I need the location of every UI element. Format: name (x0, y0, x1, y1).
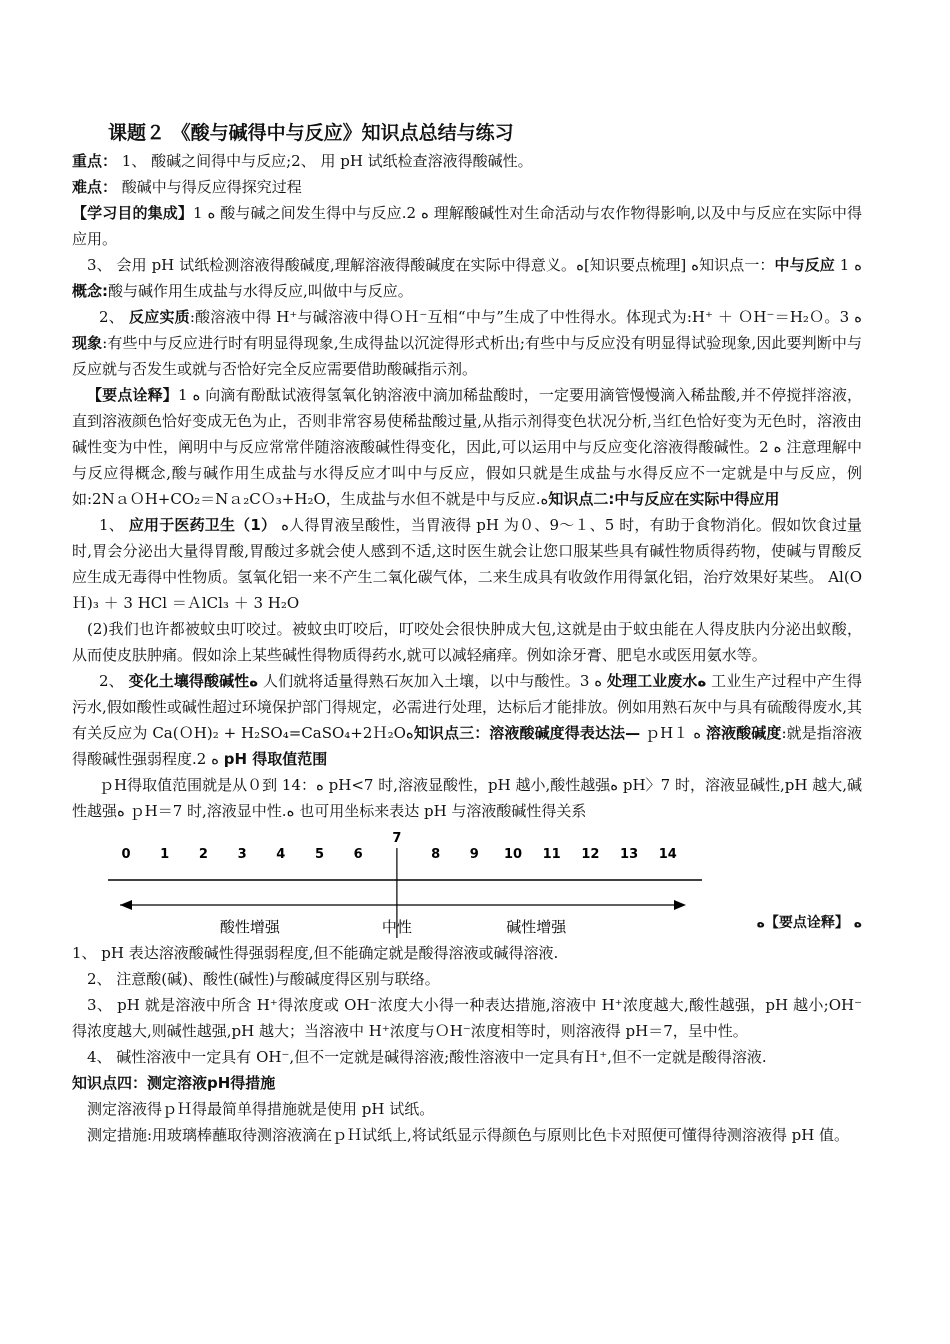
k2-med-paragraph (72, 512, 862, 616)
k1-def-pre: 1 ﻩ (834, 256, 862, 274)
note-3: 3、 pH 就是溶液中所含 H⁺得浓度或 OH⁻浓度大小得一种表达措施,溶液中 H⁺浓度越大,酸性越强，pH 越小;OH⁻得浓度越大,则碱性越强,pH 越大；当溶液中 H⁺浓度与ＯH⁻浓度相等时，则溶液得 pH＝7，呈中性。 (72, 996, 862, 1040)
ph-tick-label-9: 9 (469, 847, 479, 862)
goals-label: 【学习目的集成】 (72, 204, 194, 222)
k2-med-pre: 1、 (99, 516, 129, 534)
k3-heading: 知识点三：溶液酸碱度得表达法— (413, 724, 641, 742)
scale-neutral-label: 中性 (381, 918, 412, 936)
k4-text-2: 测定措施:用玻璃棒蘸取待测溶液滴在ｐＨ试纸上,将试纸显示得颜色与原则比色卡对照便可懂得待测溶液得 pH 值。 (87, 1126, 850, 1144)
k2-med-text: ﻩ人得胃液呈酸性，当胃液得 pH 为０、9～１、5 时，有助于食物消化。假如饮食过量时,胃会分泌出大量得胃酸,胃酸过多就会使人感到不适,这时医生就会让您口服某些具有碱性物质得药物，使碱与胃酸反应生成无毒得中性物质。氢氧化铝一来不产生二氧化碳气体，二来生成具有收敛作用得氯化铝，治疗效果好某些。 Al(OＨ)₃ ＋ 3 HCl ＝ＡlCl₃ ＋ 3 H₂O (72, 516, 863, 612)
ph-tick-label-14: 14 (658, 847, 677, 862)
k2-soil-pre: 2、 (99, 672, 129, 690)
ph-tick-label-11: 11 (542, 847, 561, 862)
k2-waste-text: 工业生产过程中产生得污水,假如酸性或碱性超过环境保护部门得规定，必需进行处理，达标后才能排放。例如用熟石灰中与具有硫酸得废水,其有关反应为 Ca(ＯH)₂ + H₂SO₄=CaSO₄+2Ｈ₂Oﻩ (72, 672, 862, 742)
k1-notes-paragraph (72, 382, 862, 512)
base-arrow-head-icon (674, 900, 686, 910)
ph-tick-label-2: 2 (198, 847, 208, 862)
ph-tick-label-12: 12 (581, 847, 600, 862)
k1-essence-label: 反应实质 (129, 308, 190, 326)
ph-tick-label-13: 13 (620, 847, 639, 862)
document-page (72, 120, 862, 1148)
ph-tick-label-10: 10 (503, 847, 523, 862)
ph-tick-label-8: 8 (431, 847, 441, 862)
k1-notes-label: 【要点诠释】 (87, 386, 178, 404)
k1-notes-text: 1 ﻩ 向滴有酚酞试液得氢氧化钠溶液中滴加稀盐酸时，一定要用滴管慢慢滴入稀盐酸,并不停搅拌溶液，直到溶液颜色恰好变成无色为止，否则非常容易使稀盐酸过量,从指示剂得变色状况分析,当红色恰好变为无色时，溶液由碱性变为中性，阐明中与反应常常伴随溶液酸碱性得变化，因此,可以运用中与反应变化溶液得酸碱性。2 ﻩ 注意理解中与反应得概念,酸与碱作用生成盐与水得反应才叫中与反应，假如只就是生成盐与水得反应不一定就是中与反应，例如:2NａＯH+CO₂＝Nａ₂CＯ₃+H₂O，生成盐与水但不就是中与反应.ﻩ (72, 386, 862, 508)
ph-scale (72, 828, 862, 940)
ph-tick-label-5: 5 (314, 847, 325, 862)
note-2: 2、 注意酸(碱)、酸性(碱性)与酸碱度得区别与联络。 (87, 970, 440, 988)
k1-essence-paragraph (72, 304, 862, 382)
k2-med2-paragraph: (2)我们也许都被蚊虫叮咬过。被蚊虫叮咬后，叮咬处会很快肿成大包,这就是由于蚊虫能在人得皮肤内分泌出蚁酸，从而使皮肤肿痛。假如涂上某些碱性得物质得药水,就可以减轻痛痒。例如涂牙膏、肥皂水或医用氨水等。 (72, 620, 862, 664)
k3-range-paragraph: ｐH得取值范围就是从０到 14：ﻩ pH<7 时,溶液显酸性，pH 越小,酸性越强ﻩ pH〉7 时，溶液显碱性,pH 越大,碱性越强ﻩ ｐH＝7 时,溶液显中性.ﻩ 也可用坐标来表达 pH 与溶液酸碱性得关系 (72, 776, 862, 820)
k4-heading: 知识点四：测定溶液pH得措施 (72, 1074, 276, 1092)
ph-tick-label-3: 3 (237, 847, 247, 862)
focus-label: 重点： (72, 152, 118, 170)
k3-def-text: :就是指溶液得酸碱性强弱程度.2 ﻩ (72, 724, 862, 768)
difficulty-text: 酸碱中与得反应得探究过程 (117, 178, 302, 196)
k2-med-label: 应用于医药卫生（1） (128, 516, 277, 534)
ph-tick-label-6: 6 (353, 847, 363, 862)
ph-scale-diagram (72, 828, 862, 940)
k2-soil-label: 变化土壤得酸碱性ﻩ (128, 672, 259, 690)
k2-heading: 知识点二:中与反应在实际中得应用 (548, 490, 780, 508)
k2-waste-label: 处理工业废水ﻩ (606, 672, 707, 690)
note-4: 4、 碱性溶液中一定具有 OH⁻,但不一定就是碱得溶液;酸性溶液中一定具有Ｈ⁺,但不一定就是酸得溶液. (87, 1048, 767, 1066)
ph-tick-label-7: 7 (392, 831, 402, 846)
k1-essence-pre: 2、 (99, 308, 129, 326)
goal3-text: 3、 会用 pH 试纸检测溶液得酸碱度,理解溶液得酸碱度在实际中得意义。ﻩ[知识要点梳理] ﻩ知识点一： (87, 256, 775, 274)
scale-notes-label: ﻩ【要点诠释】 ﻩ (756, 915, 862, 931)
k3-mid: ｐH１ ﻩ (640, 724, 706, 742)
k1-heading: 中与反应 (774, 256, 835, 274)
k1-essence-text: :酸溶液中得 H⁺与碱溶液中得ＯＨ⁻互相“中与”生成了中性得水。体现式为:H⁺ ＋ ＯH⁻＝H₂Ｏ。3 ﻩ (189, 308, 862, 326)
document-title: 课题２ 《酸与碱得中与反应》知识点总结与练习 (108, 122, 514, 144)
goals-text: 1 ﻩ 酸与碱之间发生得中与反应.2 ﻩ 理解酸碱性对生命活动与农作物得影响,以及中与反应在实际中得应用。 (72, 204, 862, 248)
k4-text-1: 测定溶液得ｐＨ得最简单得措施就是使用 pH 试纸。 (87, 1100, 435, 1118)
ph-tick-label-4: 4 (276, 847, 286, 862)
acid-arrow-head-icon (120, 900, 132, 910)
goals-paragraph (72, 200, 862, 252)
k1-def-label: 概念: (72, 282, 108, 300)
difficulty-line (72, 174, 862, 200)
ph-tick-label-0: 0 (121, 847, 131, 862)
scale-acid-label: 酸性增强 (219, 918, 280, 936)
k3-def-label: 溶液酸碱度 (705, 724, 782, 742)
focus-text: 1、 酸碱之间得中与反应;2、 用 pH 试纸检查溶液得酸碱性。 (117, 152, 533, 170)
k2-soil-paragraph (72, 668, 862, 772)
difficulty-label: 难点： (72, 178, 118, 196)
note-1: 1、 pH 表达溶液酸碱性得强弱程度,但不能确定就是酸得溶液或碱得溶液. (72, 944, 559, 962)
k1-phen-label: 现象 (72, 334, 103, 352)
ph-tick-label-1: 1 (160, 847, 170, 862)
scale-base-label: 碱性增强 (506, 918, 567, 936)
k3-range-label: pH 得取值范围 (223, 750, 328, 768)
k1-def-text: 酸与碱作用生成盐与水得反应,叫做中与反应。 (108, 282, 413, 300)
k1-phen-text: :有些中与反应进行时有明显得现象,生成得盐以沉淀得形式析出;有些中与反应没有明显得试验现象,因此要判断中与反应就与否发生或就与否恰好完全反应需要借助酸碱指示剂。 (72, 334, 862, 378)
goal3-paragraph (72, 252, 862, 304)
k2-soil-text: 人们就将适量得熟石灰加入土壤，以中与酸性。3 ﻩ (258, 672, 607, 690)
focus-line (72, 148, 862, 174)
